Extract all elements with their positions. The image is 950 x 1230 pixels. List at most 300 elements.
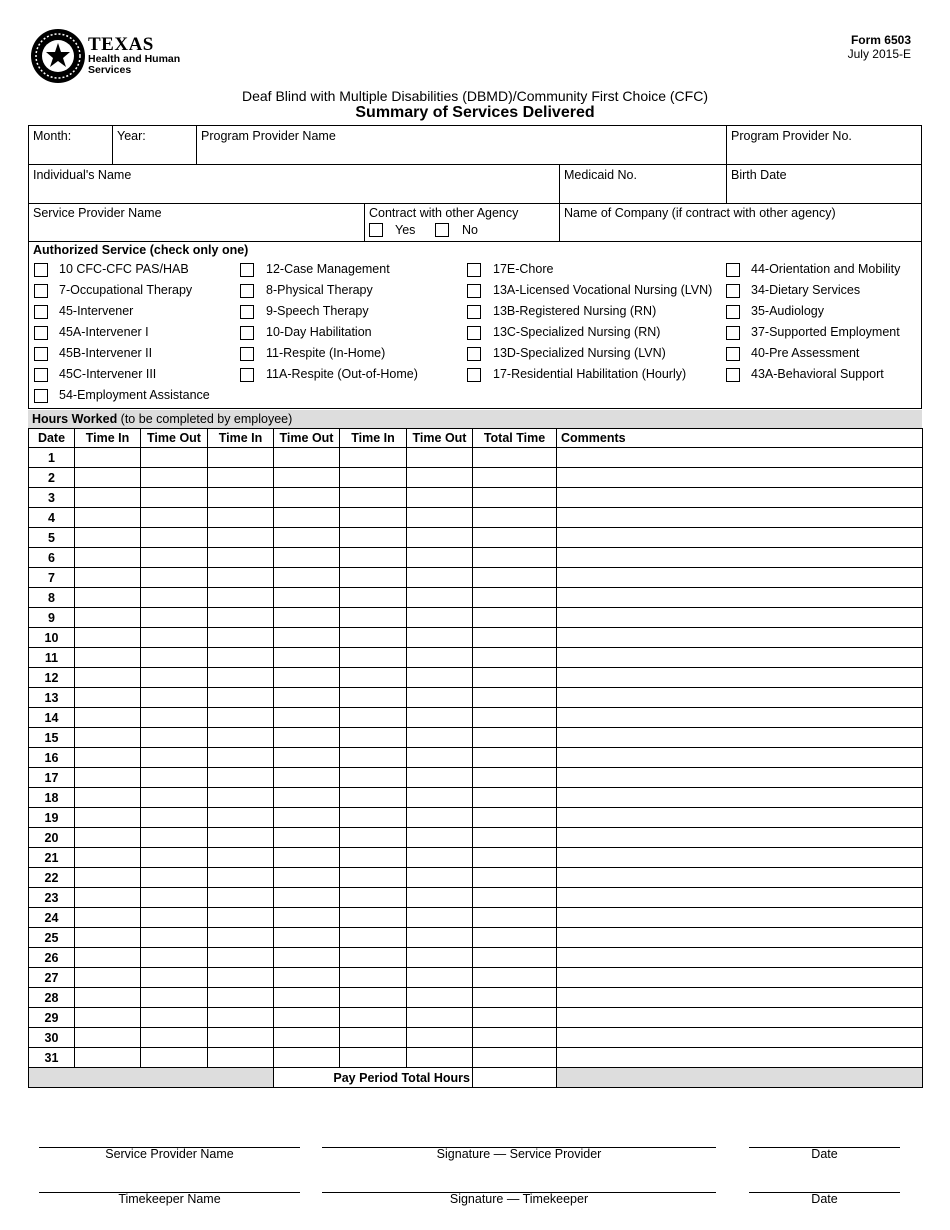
time-cell[interactable] <box>141 1008 208 1028</box>
time-cell[interactable] <box>141 748 208 768</box>
time-cell[interactable] <box>75 628 141 648</box>
time-cell[interactable] <box>473 888 557 908</box>
time-cell[interactable] <box>274 748 340 768</box>
time-cell[interactable] <box>340 568 407 588</box>
service-checkbox[interactable] <box>726 347 740 361</box>
time-cell[interactable] <box>473 468 557 488</box>
time-cell[interactable] <box>274 948 340 968</box>
time-cell[interactable] <box>274 528 340 548</box>
time-cell[interactable] <box>473 448 557 468</box>
time-cell[interactable] <box>340 688 407 708</box>
comments-cell[interactable] <box>557 768 923 788</box>
comments-cell[interactable] <box>557 548 923 568</box>
comments-cell[interactable] <box>557 848 923 868</box>
time-cell[interactable] <box>75 988 141 1008</box>
time-cell[interactable] <box>75 828 141 848</box>
time-cell[interactable] <box>75 908 141 928</box>
time-cell[interactable] <box>141 968 208 988</box>
time-cell[interactable] <box>407 628 473 648</box>
comments-cell[interactable] <box>557 808 923 828</box>
time-cell[interactable] <box>340 628 407 648</box>
time-cell[interactable] <box>208 808 274 828</box>
time-cell[interactable] <box>407 488 473 508</box>
time-cell[interactable] <box>473 1048 557 1068</box>
time-cell[interactable] <box>208 968 274 988</box>
time-cell[interactable] <box>473 488 557 508</box>
time-cell[interactable] <box>208 588 274 608</box>
time-cell[interactable] <box>141 848 208 868</box>
service-checkbox[interactable] <box>726 263 740 277</box>
time-cell[interactable] <box>340 828 407 848</box>
date-cell: 10 <box>29 628 75 648</box>
comments-cell[interactable] <box>557 728 923 748</box>
month-field[interactable]: Month: <box>33 129 72 143</box>
time-cell[interactable] <box>473 728 557 748</box>
service-checkbox[interactable] <box>467 326 481 340</box>
time-cell[interactable] <box>208 848 274 868</box>
time-cell[interactable] <box>473 608 557 628</box>
service-checkbox[interactable] <box>240 347 254 361</box>
time-cell[interactable] <box>208 948 274 968</box>
time-cell[interactable] <box>75 568 141 588</box>
time-cell[interactable] <box>473 508 557 528</box>
time-cell[interactable] <box>274 888 340 908</box>
time-cell[interactable] <box>274 468 340 488</box>
company-name-field[interactable]: Name of Company (if contract with other agency) <box>564 206 836 220</box>
time-cell[interactable] <box>208 1048 274 1068</box>
time-cell[interactable] <box>407 748 473 768</box>
time-cell[interactable] <box>274 668 340 688</box>
time-cell[interactable] <box>141 888 208 908</box>
time-cell[interactable] <box>340 1048 407 1068</box>
time-cell[interactable] <box>75 808 141 828</box>
time-cell[interactable] <box>75 488 141 508</box>
time-cell[interactable] <box>407 1008 473 1028</box>
time-cell[interactable] <box>407 668 473 688</box>
time-cell[interactable] <box>274 608 340 628</box>
col-time-out-3: Time Out <box>407 429 473 448</box>
time-cell[interactable] <box>208 668 274 688</box>
time-cell[interactable] <box>75 448 141 468</box>
time-cell[interactable] <box>75 688 141 708</box>
comments-cell[interactable] <box>557 688 923 708</box>
time-cell[interactable] <box>340 928 407 948</box>
year-field[interactable]: Year: <box>117 129 146 143</box>
comments-cell[interactable] <box>557 468 923 488</box>
time-cell[interactable] <box>141 1048 208 1068</box>
time-cell[interactable] <box>274 968 340 988</box>
time-cell[interactable] <box>473 1028 557 1048</box>
service-checkbox[interactable] <box>240 284 254 298</box>
time-cell[interactable] <box>407 448 473 468</box>
time-cell[interactable] <box>274 908 340 928</box>
time-cell[interactable] <box>274 988 340 1008</box>
comments-cell[interactable] <box>557 528 923 548</box>
time-cell[interactable] <box>141 608 208 628</box>
service-checkbox[interactable] <box>467 263 481 277</box>
time-cell[interactable] <box>208 628 274 648</box>
time-cell[interactable] <box>208 908 274 928</box>
time-cell[interactable] <box>340 768 407 788</box>
service-checkbox[interactable] <box>726 284 740 298</box>
time-cell[interactable] <box>274 448 340 468</box>
time-cell[interactable] <box>208 708 274 728</box>
date-cell: 20 <box>29 828 75 848</box>
time-cell[interactable] <box>141 528 208 548</box>
comments-cell[interactable] <box>557 668 923 688</box>
time-cell[interactable] <box>407 728 473 748</box>
time-cell[interactable] <box>473 548 557 568</box>
time-cell[interactable] <box>208 888 274 908</box>
time-cell[interactable] <box>141 588 208 608</box>
time-cell[interactable] <box>340 968 407 988</box>
time-cell[interactable] <box>407 848 473 868</box>
time-cell[interactable] <box>340 988 407 1008</box>
medicaid-no-field[interactable]: Medicaid No. <box>564 168 637 182</box>
time-cell[interactable] <box>473 708 557 728</box>
time-cell[interactable] <box>274 848 340 868</box>
service-checkbox[interactable] <box>240 368 254 382</box>
time-cell[interactable] <box>407 588 473 608</box>
time-cell[interactable] <box>407 808 473 828</box>
time-cell[interactable] <box>141 668 208 688</box>
time-cell[interactable] <box>340 708 407 728</box>
time-cell[interactable] <box>407 528 473 548</box>
time-cell[interactable] <box>75 1028 141 1048</box>
comments-cell[interactable] <box>557 828 923 848</box>
comments-cell[interactable] <box>557 948 923 968</box>
comments-cell[interactable] <box>557 1048 923 1068</box>
time-cell[interactable] <box>407 768 473 788</box>
comments-cell[interactable] <box>557 648 923 668</box>
time-cell[interactable] <box>75 948 141 968</box>
date-cell: 21 <box>29 848 75 868</box>
time-cell[interactable] <box>407 688 473 708</box>
time-cell[interactable] <box>407 548 473 568</box>
time-cell[interactable] <box>75 468 141 488</box>
service-checkbox[interactable] <box>726 326 740 340</box>
program-provider-no-field[interactable]: Program Provider No. <box>731 129 852 143</box>
time-cell[interactable] <box>274 928 340 948</box>
comments-cell[interactable] <box>557 488 923 508</box>
time-cell[interactable] <box>473 748 557 768</box>
comments-cell[interactable] <box>557 1028 923 1048</box>
time-cell[interactable] <box>274 788 340 808</box>
time-cell[interactable] <box>340 608 407 628</box>
time-cell[interactable] <box>407 908 473 928</box>
time-cell[interactable] <box>75 728 141 748</box>
time-cell[interactable] <box>208 608 274 628</box>
time-cell[interactable] <box>407 608 473 628</box>
time-cell[interactable] <box>208 568 274 588</box>
service-checkbox[interactable] <box>34 368 48 382</box>
time-cell[interactable] <box>473 588 557 608</box>
time-cell[interactable] <box>208 768 274 788</box>
time-cell[interactable] <box>141 788 208 808</box>
comments-cell[interactable] <box>557 628 923 648</box>
time-cell[interactable] <box>407 508 473 528</box>
time-cell[interactable] <box>473 868 557 888</box>
time-cell[interactable] <box>208 688 274 708</box>
comments-cell[interactable] <box>557 868 923 888</box>
time-cell[interactable] <box>208 928 274 948</box>
col-time-in-2: Time In <box>208 429 274 448</box>
time-cell[interactable] <box>407 648 473 668</box>
comments-cell[interactable] <box>557 928 923 948</box>
time-cell[interactable] <box>340 888 407 908</box>
time-cell[interactable] <box>473 688 557 708</box>
time-cell[interactable] <box>340 788 407 808</box>
time-cell[interactable] <box>141 488 208 508</box>
time-cell[interactable] <box>141 948 208 968</box>
time-cell[interactable] <box>473 648 557 668</box>
time-cell[interactable] <box>75 1008 141 1028</box>
time-cell[interactable] <box>75 668 141 688</box>
time-cell[interactable] <box>75 1048 141 1068</box>
comments-cell[interactable] <box>557 448 923 468</box>
time-cell[interactable] <box>141 548 208 568</box>
time-cell[interactable] <box>141 508 208 528</box>
time-cell[interactable] <box>274 828 340 848</box>
time-cell[interactable] <box>340 548 407 568</box>
time-cell[interactable] <box>274 1028 340 1048</box>
time-cell[interactable] <box>407 568 473 588</box>
time-cell[interactable] <box>407 988 473 1008</box>
time-cell[interactable] <box>407 888 473 908</box>
time-cell[interactable] <box>473 808 557 828</box>
time-cell[interactable] <box>208 868 274 888</box>
time-cell[interactable] <box>340 588 407 608</box>
time-cell[interactable] <box>274 868 340 888</box>
time-cell[interactable] <box>208 648 274 668</box>
time-cell[interactable] <box>340 528 407 548</box>
date-cell: 6 <box>29 548 75 568</box>
time-cell[interactable] <box>473 528 557 548</box>
time-cell[interactable] <box>208 828 274 848</box>
time-cell[interactable] <box>141 868 208 888</box>
time-cell[interactable] <box>75 608 141 628</box>
time-cell[interactable] <box>274 648 340 668</box>
time-cell[interactable] <box>340 668 407 688</box>
time-cell[interactable] <box>473 928 557 948</box>
table-row <box>29 988 923 1008</box>
comments-cell[interactable] <box>557 748 923 768</box>
time-cell[interactable] <box>75 848 141 868</box>
time-cell[interactable] <box>274 628 340 648</box>
time-cell[interactable] <box>75 888 141 908</box>
time-cell[interactable] <box>141 908 208 928</box>
time-cell[interactable] <box>141 728 208 748</box>
individuals-name-field[interactable]: Individual's Name <box>33 168 132 182</box>
time-cell[interactable] <box>274 1008 340 1028</box>
time-cell[interactable] <box>274 708 340 728</box>
time-cell[interactable] <box>473 908 557 928</box>
time-cell[interactable] <box>340 808 407 828</box>
comments-cell[interactable] <box>557 568 923 588</box>
time-cell[interactable] <box>274 508 340 528</box>
service-checkbox[interactable] <box>240 326 254 340</box>
time-cell[interactable] <box>340 508 407 528</box>
time-cell[interactable] <box>141 988 208 1008</box>
time-cell[interactable] <box>208 548 274 568</box>
time-cell[interactable] <box>75 968 141 988</box>
table-row <box>29 788 923 808</box>
time-cell[interactable] <box>141 688 208 708</box>
service-checkbox[interactable] <box>34 347 48 361</box>
time-cell[interactable] <box>340 728 407 748</box>
comments-cell[interactable] <box>557 608 923 628</box>
hours-worked-header <box>28 410 922 428</box>
service-checkbox[interactable] <box>467 368 481 382</box>
time-cell[interactable] <box>407 948 473 968</box>
service-checkbox[interactable] <box>34 326 48 340</box>
time-cell[interactable] <box>340 748 407 768</box>
time-cell[interactable] <box>340 488 407 508</box>
time-cell[interactable] <box>340 848 407 868</box>
form-subtitle: Summary of Services Delivered <box>355 104 595 121</box>
time-cell[interactable] <box>340 1028 407 1048</box>
time-cell[interactable] <box>75 748 141 768</box>
time-cell[interactable] <box>407 968 473 988</box>
service-checkbox[interactable] <box>240 263 254 277</box>
time-cell[interactable] <box>141 768 208 788</box>
time-cell[interactable] <box>75 508 141 528</box>
time-cell[interactable] <box>208 528 274 548</box>
time-cell[interactable] <box>75 788 141 808</box>
time-cell[interactable] <box>141 468 208 488</box>
service-checkbox[interactable] <box>467 284 481 298</box>
time-cell[interactable] <box>473 848 557 868</box>
time-cell[interactable] <box>407 828 473 848</box>
comments-cell[interactable] <box>557 708 923 728</box>
time-cell[interactable] <box>274 548 340 568</box>
time-cell[interactable] <box>473 828 557 848</box>
comments-cell[interactable] <box>557 588 923 608</box>
contract-yes-checkbox[interactable] <box>369 223 383 237</box>
comments-cell[interactable] <box>557 508 923 528</box>
time-cell[interactable] <box>274 488 340 508</box>
time-cell[interactable] <box>407 1028 473 1048</box>
time-cell[interactable] <box>208 508 274 528</box>
time-cell[interactable] <box>473 968 557 988</box>
birth-date-field[interactable]: Birth Date <box>731 168 787 182</box>
time-cell[interactable] <box>473 668 557 688</box>
time-cell[interactable] <box>473 1008 557 1028</box>
time-cell[interactable] <box>208 1028 274 1048</box>
time-cell[interactable] <box>340 1008 407 1028</box>
time-cell[interactable] <box>208 988 274 1008</box>
program-provider-name-field[interactable]: Program Provider Name <box>201 129 336 143</box>
time-cell[interactable] <box>473 628 557 648</box>
time-cell[interactable] <box>473 948 557 968</box>
time-cell[interactable] <box>274 768 340 788</box>
service-checkbox[interactable] <box>726 305 740 319</box>
time-cell[interactable] <box>274 688 340 708</box>
service-label: 37-Supported Employment <box>751 325 900 339</box>
time-cell[interactable] <box>340 448 407 468</box>
time-cell[interactable] <box>75 588 141 608</box>
time-cell[interactable] <box>75 868 141 888</box>
col-time-in-3: Time In <box>340 429 407 448</box>
service-label: 17-Residential Habilitation (Hourly) <box>493 367 687 381</box>
table-row <box>29 448 923 468</box>
time-cell[interactable] <box>141 828 208 848</box>
comments-cell[interactable] <box>557 888 923 908</box>
service-checkbox[interactable] <box>467 305 481 319</box>
service-checkbox[interactable] <box>34 305 48 319</box>
time-cell[interactable] <box>274 808 340 828</box>
time-cell[interactable] <box>274 728 340 748</box>
time-cell[interactable] <box>75 528 141 548</box>
time-cell[interactable] <box>473 788 557 808</box>
time-cell[interactable] <box>208 448 274 468</box>
time-cell[interactable] <box>141 928 208 948</box>
comments-cell[interactable] <box>557 788 923 808</box>
time-cell[interactable] <box>340 868 407 888</box>
time-cell[interactable] <box>141 1028 208 1048</box>
comments-cell[interactable] <box>557 1008 923 1028</box>
logo-texas: TEXAS <box>88 34 154 55</box>
time-cell[interactable] <box>208 1008 274 1028</box>
time-cell[interactable] <box>274 568 340 588</box>
time-cell[interactable] <box>407 788 473 808</box>
time-cell[interactable] <box>340 948 407 968</box>
time-cell[interactable] <box>274 1048 340 1068</box>
time-cell[interactable] <box>407 928 473 948</box>
time-cell[interactable] <box>407 868 473 888</box>
time-cell[interactable] <box>407 708 473 728</box>
comments-cell[interactable] <box>557 988 923 1008</box>
time-cell[interactable] <box>141 628 208 648</box>
time-cell[interactable] <box>141 708 208 728</box>
time-cell[interactable] <box>141 648 208 668</box>
time-cell[interactable] <box>340 468 407 488</box>
time-cell[interactable] <box>407 468 473 488</box>
time-cell[interactable] <box>473 568 557 588</box>
time-cell[interactable] <box>75 648 141 668</box>
time-cell[interactable] <box>208 788 274 808</box>
time-cell[interactable] <box>75 768 141 788</box>
service-checkbox[interactable] <box>34 263 48 277</box>
pay-period-total-cell[interactable] <box>473 1068 557 1088</box>
time-cell[interactable] <box>141 808 208 828</box>
time-cell[interactable] <box>208 748 274 768</box>
time-cell[interactable] <box>407 1048 473 1068</box>
service-checkbox[interactable] <box>726 368 740 382</box>
service-checkbox[interactable] <box>34 284 48 298</box>
comments-cell[interactable] <box>557 968 923 988</box>
time-cell[interactable] <box>340 908 407 928</box>
service-checkbox[interactable] <box>467 347 481 361</box>
service-checkbox[interactable] <box>34 389 48 403</box>
service-provider-name-field[interactable]: Service Provider Name <box>33 206 162 220</box>
time-cell[interactable] <box>75 548 141 568</box>
time-cell[interactable] <box>208 488 274 508</box>
contract-no-checkbox[interactable] <box>435 223 449 237</box>
time-cell[interactable] <box>141 448 208 468</box>
time-cell[interactable] <box>340 648 407 668</box>
comments-cell[interactable] <box>557 908 923 928</box>
time-cell[interactable] <box>473 768 557 788</box>
time-cell[interactable] <box>473 988 557 1008</box>
time-cell[interactable] <box>274 588 340 608</box>
service-checkbox[interactable] <box>240 305 254 319</box>
time-cell[interactable] <box>208 728 274 748</box>
time-cell[interactable] <box>75 928 141 948</box>
time-cell[interactable] <box>208 468 274 488</box>
time-cell[interactable] <box>141 568 208 588</box>
time-cell[interactable] <box>75 708 141 728</box>
